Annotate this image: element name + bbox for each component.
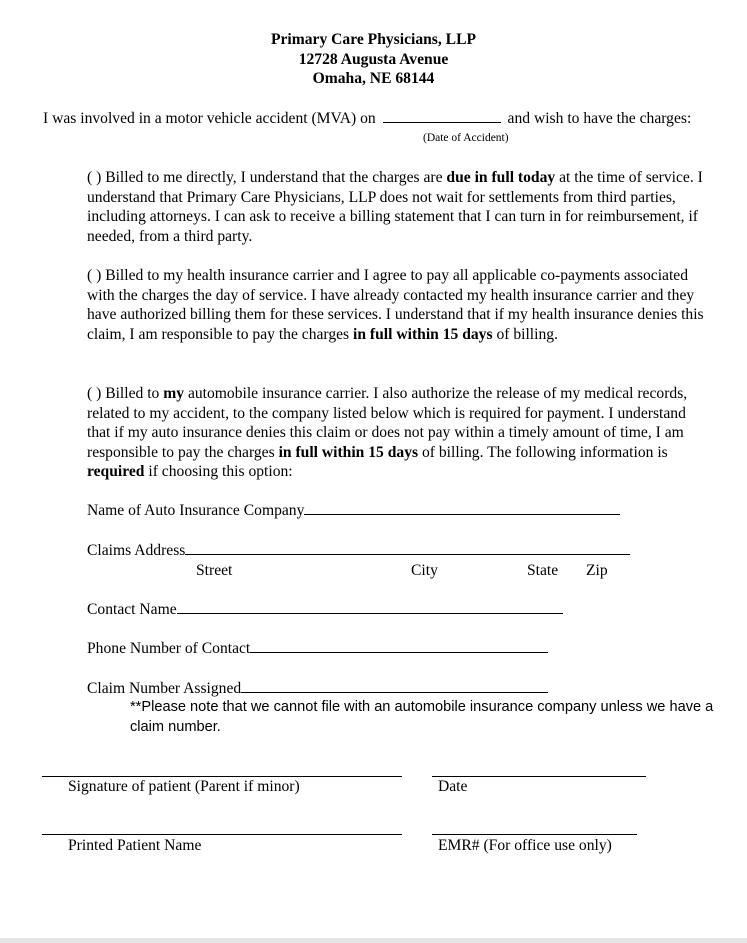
- street-caption: Street: [196, 562, 233, 579]
- practice-address: 12728 Augusta Avenue: [298, 50, 449, 68]
- option-checkbox[interactable]: ( ): [87, 385, 102, 402]
- date-of-accident-caption: (Date of Accident): [423, 132, 509, 144]
- practice-city: Omaha, NE 68144: [312, 70, 435, 87]
- emr-label: EMR# (For office use only): [438, 837, 612, 854]
- phone-number-row: [87, 639, 548, 659]
- contact-name-row: [87, 600, 563, 620]
- phone-number-field[interactable]: [250, 639, 548, 653]
- auto-insurance-company-row: [87, 501, 620, 521]
- zip-caption: Zip: [586, 562, 608, 579]
- practice-name: Primary Care Physicians, LLP: [270, 31, 476, 48]
- printed-name-line[interactable]: [42, 834, 402, 835]
- claims-address-row: [87, 541, 630, 561]
- option-bill-health-insurance: ( ) Billed to my health insurance carrier and I agree to pay all applicable co-payments associated with the charges the day of service. I have already contacted my health insurance carrier and they have authorized billing them for these services. I understand that if my health insurance denies this claim, I am responsible to pay the charges in full within 15 days of billing.: [87, 267, 704, 343]
- claims-address-field[interactable]: [185, 541, 630, 555]
- intro-text-after: and wish to have the charges:: [507, 110, 692, 127]
- accident-date-field[interactable]: [383, 110, 501, 123]
- intro-text-before: I was involved in a motor vehicle accident (MVA) on: [43, 110, 376, 127]
- option-bill-directly: ( ) Billed to me directly, I understand that the charges are due in full today at the time of service. I understand that Primary Care Physicians, LLP does not wait for settlements from third parties, including attorneys. I can ask to receive a billing statement that I can turn in for reimbursement, if needed, from a third party.: [87, 169, 703, 245]
- emr-line[interactable]: [432, 834, 637, 835]
- intro-statement: [43, 109, 703, 129]
- claims-address-label: Claims Address: [87, 542, 186, 559]
- option-bill-auto-insurance: ( ) Billed to my automobile insurance carrier. I also authorize the release of my medical records, related to my accident, to the company listed below which is required for payment. I understand that if my auto insurance denies this claim or does not pay within a timely amount of time, I am responsible to pay the charges in full within 15 days of billing. The following information is required if choosing this option:: [87, 385, 688, 480]
- claim-number-note: **Please note that we cannot file with an automobile insurance company unless we have a claim number.: [130, 699, 714, 735]
- claim-number-field[interactable]: [241, 679, 548, 693]
- patient-signature-label: Signature of patient (Parent if minor): [68, 778, 300, 795]
- auto-insurance-company-label: Name of Auto Insurance Company: [87, 502, 305, 519]
- claim-number-label: Claim Number Assigned: [87, 680, 242, 697]
- claim-number-row: [87, 679, 548, 699]
- date-label: Date: [438, 778, 468, 795]
- option-checkbox[interactable]: ( ): [87, 267, 102, 284]
- option-checkbox[interactable]: ( ): [87, 169, 102, 186]
- form-header: [0, 30, 747, 89]
- state-caption: State: [527, 562, 559, 579]
- city-caption: City: [411, 562, 438, 579]
- auto-insurance-company-field[interactable]: [304, 501, 620, 515]
- phone-number-label: Phone Number of Contact: [87, 640, 251, 657]
- contact-name-label: Contact Name: [87, 601, 177, 618]
- page-bottom-edge: [0, 938, 747, 943]
- contact-name-field[interactable]: [177, 600, 563, 614]
- printed-name-label: Printed Patient Name: [68, 837, 202, 854]
